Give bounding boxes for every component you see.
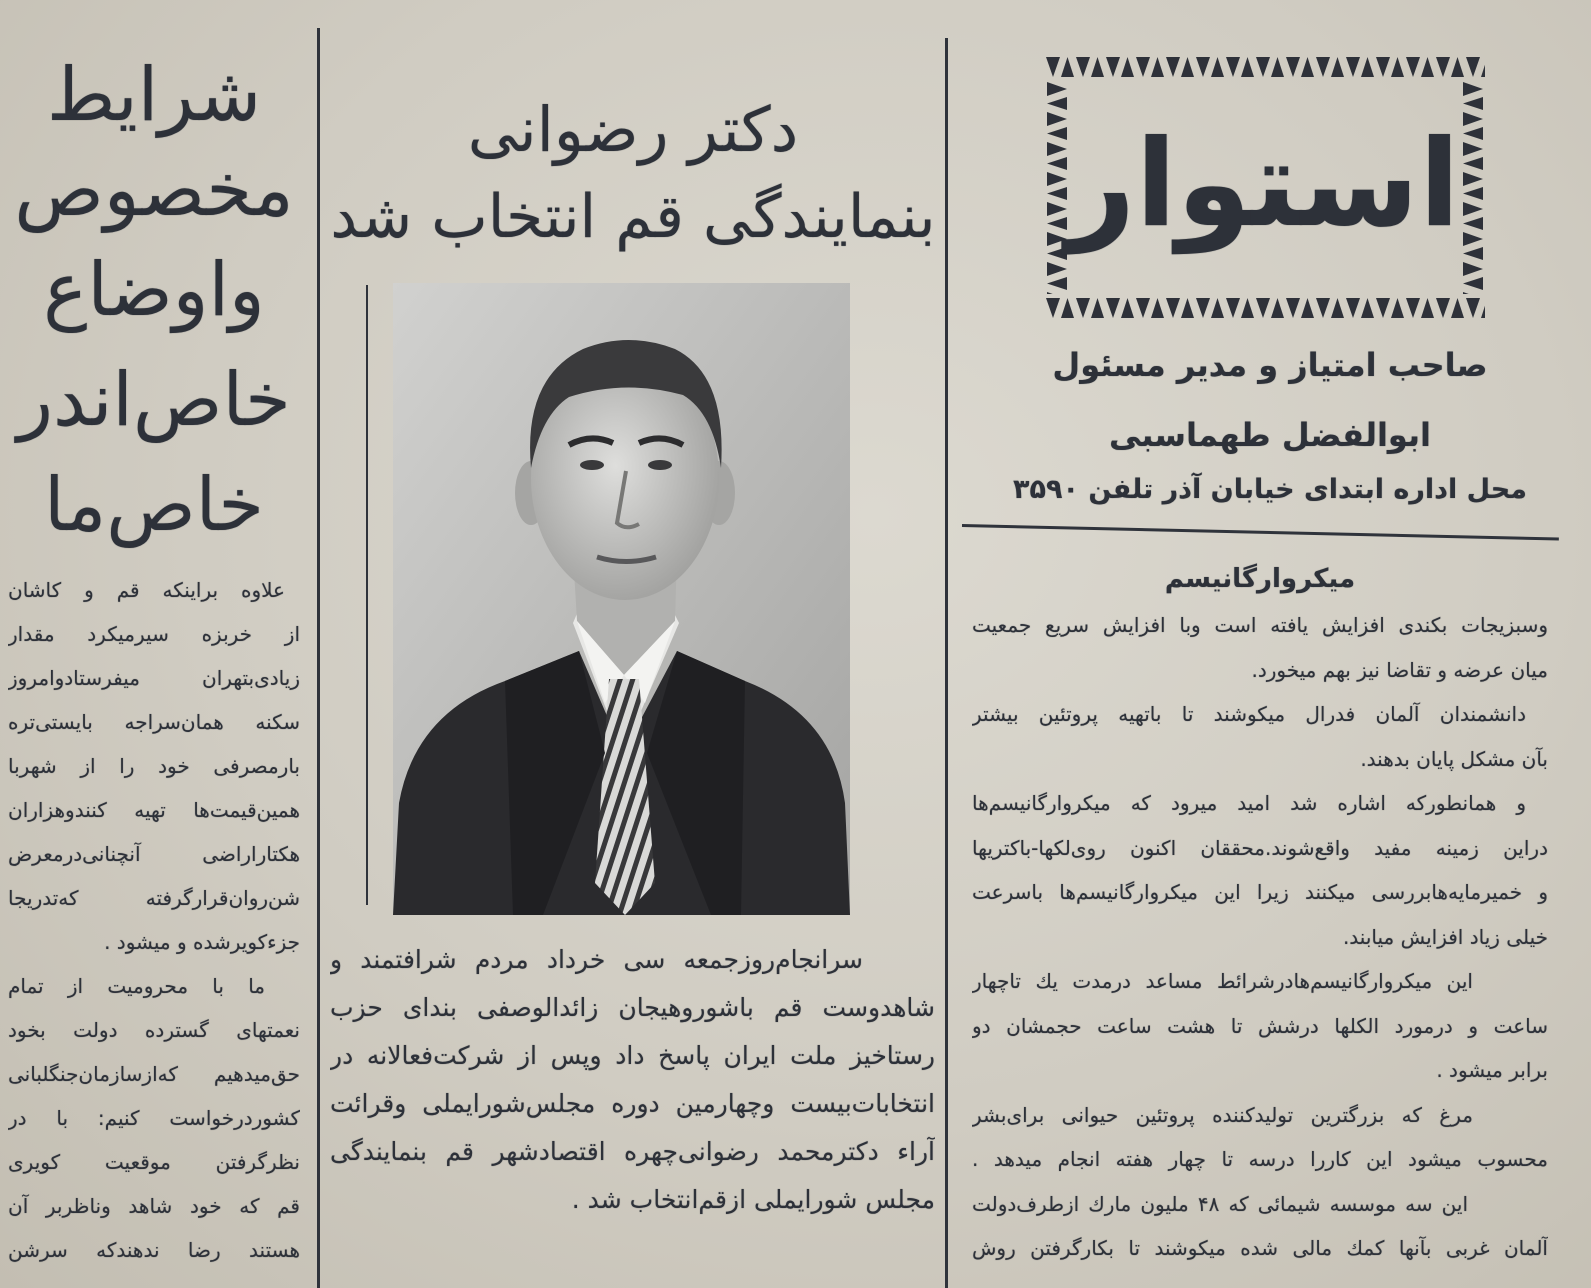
masthead-divider-rule (962, 524, 1559, 541)
body-line: سکنه همان‌سراجه بایستی‌تره (8, 710, 300, 734)
left-article-body (8, 568, 300, 1272)
body-line: وسبزیجات بکندی افزایش یافته است وبا افزایش سریع جمعیت (972, 613, 1548, 637)
body-line: دانشمندان آلمان فدرال میکوشند تا باتهیه پروتئین بیشتر (972, 702, 1526, 726)
eye-left (580, 460, 604, 470)
body-line: شاهدوست قم باشوروهیجان زائدالوصفی بندای حزب (330, 993, 935, 1022)
body-line: انتخابات‌بیست وچهارمین دوره مجلس‌شورایملی وقرائت (330, 1089, 935, 1118)
center-headline-line-1: دکتر رضوانی (467, 93, 799, 166)
left-headline-line: مخصوص (14, 147, 294, 233)
column-rule-left (317, 28, 320, 1288)
body-line: قم که خود شاهد وناظربر آن (8, 1194, 300, 1218)
body-line: همین‌قیمت‌ها تهیه کنندوهزاران (8, 798, 300, 822)
border-bottom-row (1045, 296, 1485, 320)
border-right-column (1461, 81, 1485, 294)
office-address: محل اداره ابتدای خیابان آذر تلفن ۳۵۹۰ (1013, 474, 1527, 505)
body-line: محسوب میشود این کاررا درسه تا چهار هفته انجام میدهد . (972, 1147, 1548, 1171)
photo-side-rule (366, 285, 368, 905)
body-line: ساعت و درمورد الکلها درشش تا هشت ساعت حجمشان دو (972, 1013, 1548, 1038)
body-line: بارمصرفی خود را از شهربا (8, 754, 300, 778)
body-line: بآن مشکل پایان بدهند. (1360, 746, 1548, 771)
border-top-row (1045, 55, 1485, 79)
body-line: زیادی‌بتهران میفرستادوامروز (8, 666, 300, 690)
right-article-heading: میکروارگانیسم (1164, 564, 1356, 594)
body-line: برابر میشود . (1436, 1058, 1548, 1082)
body-line: هکتاراراضی آنچنانی‌درمعرض (8, 842, 300, 866)
body-line: مرغ که بزرگترین تولیدکننده پروتئین حیوانی برای‌بشر (972, 1102, 1473, 1127)
center-headline-line-2: بنمایندگی قم انتخاب شد (330, 182, 936, 252)
body-line: از خربزه سیرمیکرد مقدار (8, 622, 300, 646)
body-line: حق‌میدهیم که‌ازسازمان‌جنگلبانی (8, 1062, 300, 1086)
body-line: شن‌روان‌قرارگرفته که‌تدریجا (8, 886, 300, 910)
body-line: این میکروارگانیسم‌هادرشرائط مساعد درمدت یك تاچهار (972, 969, 1473, 993)
body-line: آراء دکترمحمد رضوانی‌چهره اقتصادشهر قم بنمایندگی (330, 1137, 935, 1166)
body-line: علاوه براینکه قم و کاشان (8, 578, 285, 602)
body-line: و همانطورکه اشاره شد امید میرود که میکروارگانیسم‌ها (972, 791, 1526, 815)
right-article-body (972, 603, 1548, 1271)
eye-right (648, 460, 672, 470)
body-line: کشوردرخواست کنیم: با در (8, 1106, 300, 1130)
column-rule-right (945, 38, 948, 1288)
body-line: مجلس شورایملی ازقم‌انتخاب شد . (571, 1185, 935, 1214)
left-headline-line: خاص‌اندر (17, 357, 291, 443)
left-headline-line: شرایط (46, 52, 262, 138)
newspaper-logo: استوار (1066, 115, 1460, 254)
left-headline-line: واوضاع (43, 247, 265, 333)
left-headline-line: خاص‌ما (44, 462, 264, 548)
body-line: و خمیرمایه‌هابررسی میکنند زیرا این میکروارگانیسم‌ها باسرعت (972, 880, 1548, 904)
body-line: میان عرضه و تقاضا نیز بهم میخورد. (1251, 657, 1548, 682)
body-line: آلمان غربی بآنها کمك مالی شده میکوشند تا بکارگرفتن روش (972, 1236, 1548, 1260)
body-line: سرانجام‌روزجمعه سی خرداد مردم شرافتمند و (330, 945, 863, 974)
body-line: خیلی زیاد افزایش میابند. (1342, 924, 1548, 949)
publisher-name: ابوالفضل طهماسبی (1109, 416, 1431, 454)
body-line: جزءکویرشده و میشود . (104, 930, 300, 954)
body-line: هستند رضا ندهندکه سرشن (8, 1238, 300, 1262)
body-line: دراین زمینه مفید واقع‌شوند.محققان اکنون روی‌لکها-باکتریها (972, 835, 1548, 860)
body-line: این سه موسسه شیمائی که ۴۸ ملیون مارك ازطرف‌دولت (972, 1191, 1468, 1216)
body-line: نظرگرفتن موقعیت کویری (8, 1150, 300, 1174)
publisher-label: صاحب امتیاز و مدیر مسئول (1052, 346, 1488, 384)
body-line: ما با محرومیت از تمام (8, 974, 265, 998)
body-line: نعمتهای گسترده دولت بخود (8, 1018, 300, 1042)
body-line: رستاخیز ملت ایران پاسخ داد وپس از شرکت‌فعالانه در (330, 1041, 935, 1070)
center-article-body (330, 936, 935, 1224)
portrait-photo (393, 283, 850, 915)
